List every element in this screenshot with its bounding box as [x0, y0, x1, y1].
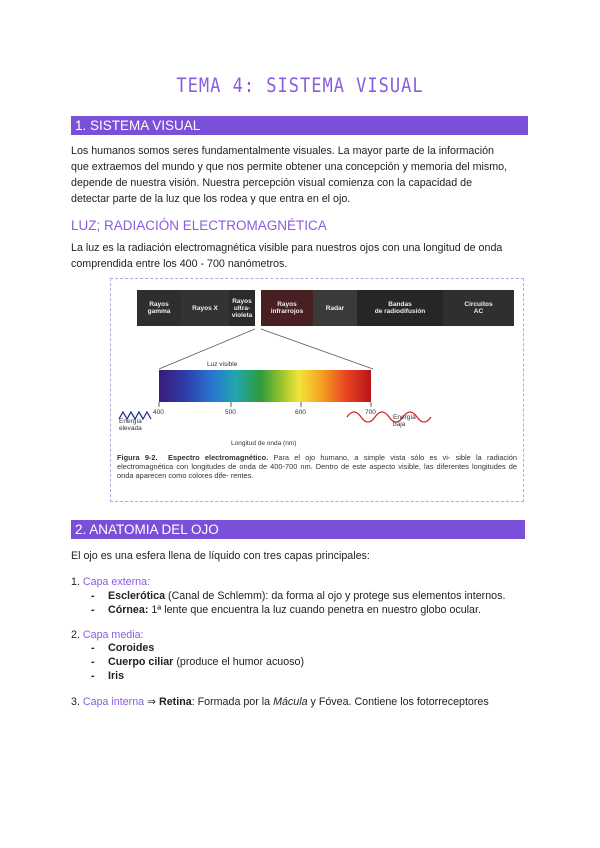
- list-item: Coroides: [108, 642, 155, 654]
- tick-label: 700: [365, 409, 376, 416]
- bullet-dash: -: [91, 604, 95, 616]
- section2-intro: El ojo es una esfera llena de líquido con tres capas principales:: [71, 550, 370, 562]
- text-line: que extraemos del mundo y que nos permite obtener una concepción y memoria del mismo,: [71, 161, 508, 173]
- figure-caption: [117, 453, 517, 481]
- bullet-dash: -: [91, 590, 95, 602]
- caption-title: Figura 9-2.: [117, 453, 158, 462]
- energy-high-label: Energía elevada: [119, 418, 142, 432]
- caption-name: Espectro electromagnético.: [168, 453, 269, 462]
- tick-label: 400: [153, 409, 164, 416]
- text-line: comprendida entre los 400 - 700 nanómetros.: [71, 258, 288, 270]
- list-item: Iris: [108, 670, 125, 682]
- tick-label: 600: [295, 409, 306, 416]
- subheading-luz: LUZ; RADIACIÓN ELECTROMAGNÉTICA: [71, 218, 327, 233]
- long-wave-icon: [347, 412, 431, 422]
- bullet-dash: -: [91, 642, 95, 654]
- band-ultraviolet: Rayos ultra- violeta: [229, 290, 255, 326]
- caption-line: rentes.: [230, 471, 254, 481]
- list-item: Esclerótica (Canal de Schlemm): da forma al ojo y protege sus elementos internos.: [108, 590, 506, 602]
- section-heading-anatomia: 2. ANATOMIA DEL OJO: [71, 520, 525, 539]
- band-radio: Bandas de radiodifusión: [357, 290, 443, 326]
- caption-line: sible la radiación electromagnética con longitudes de onda de 400-700 nm. Dentro de: [117, 453, 518, 472]
- band-xray: Rayos X: [181, 290, 229, 326]
- capa-media-heading: 2. Capa media:: [71, 629, 144, 641]
- axis-label: Longitud de onda (nm): [231, 440, 297, 447]
- capa-externa-heading: 1. Capa externa:: [71, 576, 151, 588]
- section1-paragraph: [71, 143, 531, 207]
- band-infrared: Rayos infrarrojos: [261, 290, 313, 326]
- bullet-dash: -: [91, 670, 95, 682]
- bullet-dash: -: [91, 656, 95, 668]
- luz-paragraph: [71, 240, 531, 272]
- caption-line: este aspecto visible, las diferentes longitudes de onda aparecen como colores dife-: [117, 462, 517, 481]
- spectrum-figure: [110, 278, 524, 502]
- caption-line: Para el ojo humano, a simple vista sólo es vi-: [268, 453, 451, 462]
- section-heading-sistema-visual: 1. SISTEMA VISUAL: [71, 116, 528, 135]
- list-item: Córnea: 1ª lente que encuentra la luz cuando penetra en nuestro globo ocular.: [108, 604, 481, 616]
- visible-light-label: Luz visible: [207, 361, 238, 368]
- band-gamma: Rayos gamma: [137, 290, 181, 326]
- tick-label: 500: [225, 409, 236, 416]
- visible-spectrum-gradient: [159, 370, 371, 402]
- capa-interna-line: 3. Capa interna ⇒ Retina: Formada por la Mácula y Fóvea. Contiene los fotorreceptores: [71, 696, 489, 708]
- band-ac: Circuitos AC: [443, 290, 514, 326]
- text-line: Los humanos somos seres fundamentalmente visuales. La mayor parte de la información: [71, 145, 494, 157]
- energy-low-label: Energía baja: [393, 414, 416, 428]
- text-line: depende de nuestra visión. Nuestra percepción visual comienza con la capacidad de: [71, 177, 473, 189]
- text-line: La luz es la radiación electromagnética visible para nuestros ojos con una longitud de onda: [71, 242, 503, 254]
- text-line: detectar parte de la luz que los rodea y que entra en el ojo.: [71, 193, 351, 205]
- document-title: TEMA 4: SISTEMA VISUAL: [176, 74, 424, 98]
- band-radar: Radar: [313, 290, 357, 326]
- list-item: Cuerpo ciliar (produce el humor acuoso): [108, 656, 305, 668]
